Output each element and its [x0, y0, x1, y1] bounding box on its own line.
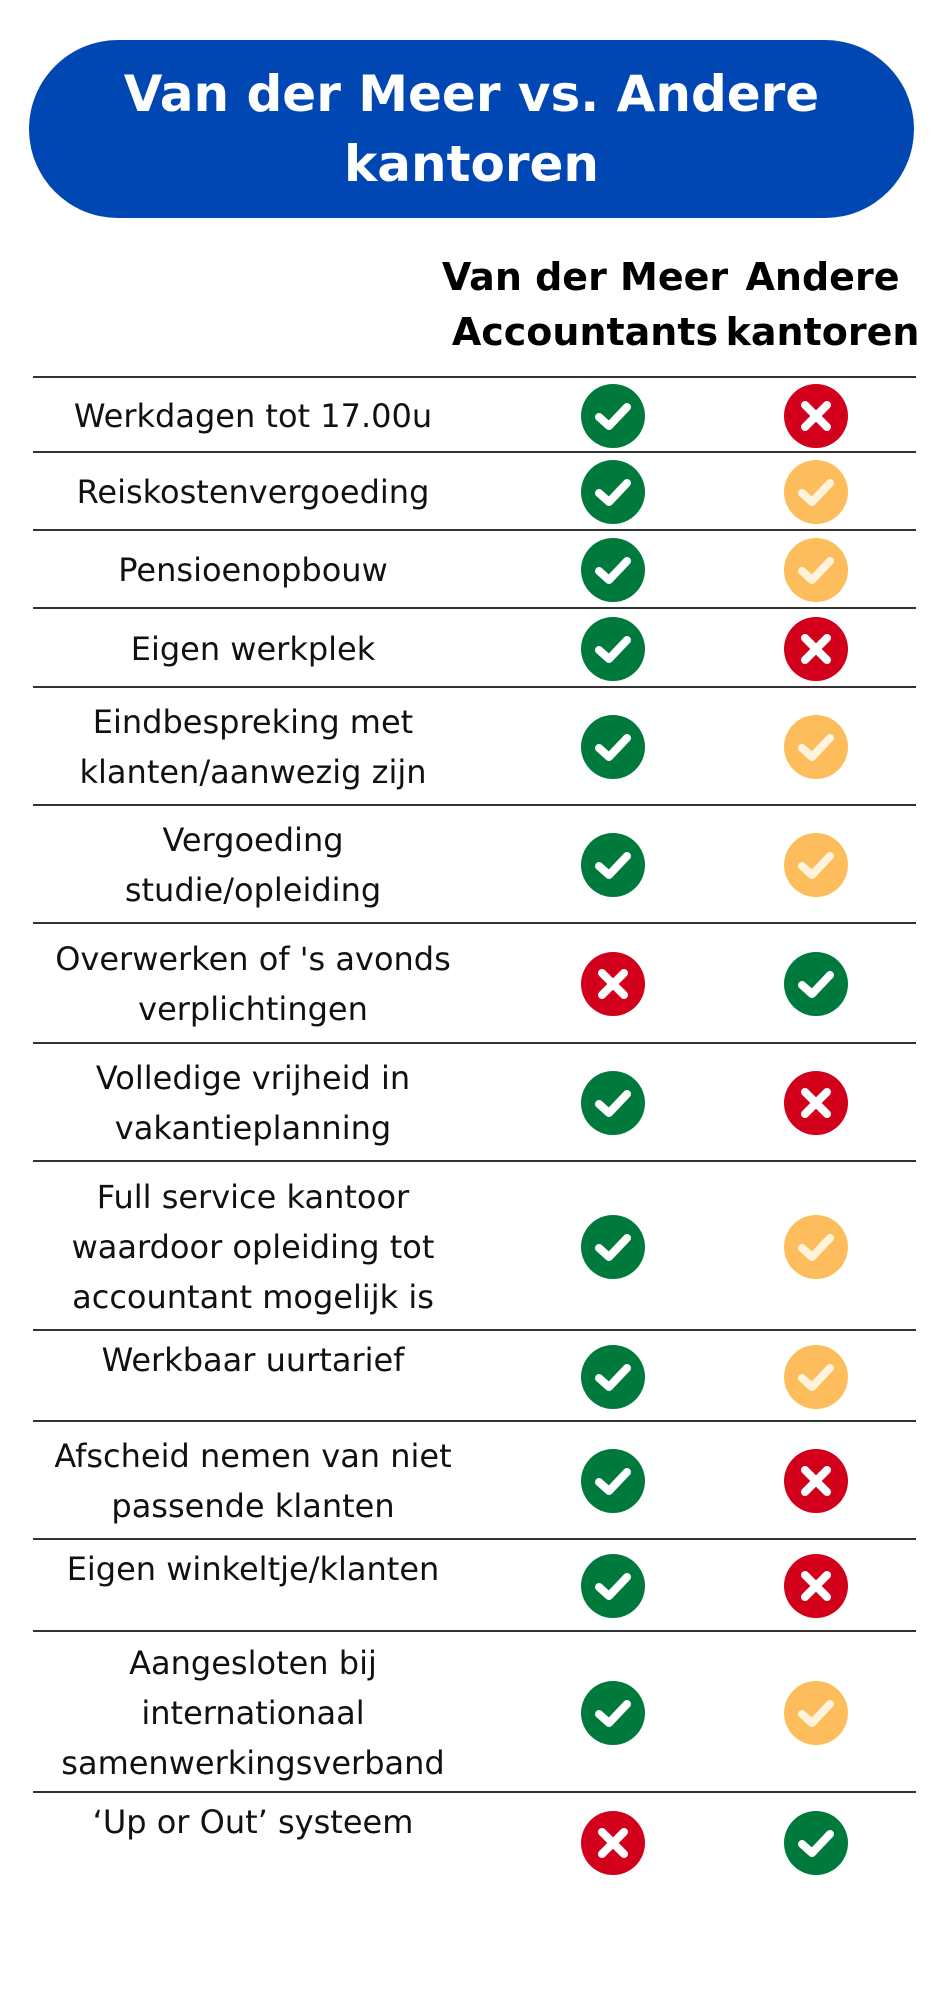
check-icon: [784, 1215, 848, 1279]
row-label: Volledige vrijheid in vakantieplanning: [95, 1059, 411, 1147]
check-icon: [581, 715, 645, 779]
check-icon: [581, 538, 645, 602]
row-label: Werkdagen tot 17.00u: [73, 396, 433, 435]
row-label: Eigen werkplek: [130, 629, 376, 668]
table-row: [33, 453, 916, 531]
check-icon: [581, 1681, 645, 1745]
row-label: Eindbespreking met klanten/aanwezig zijn: [79, 703, 427, 791]
check-icon: [784, 833, 848, 897]
row-label: ‘Up or Out’ systeem: [92, 1803, 414, 1841]
table-row: [33, 1540, 916, 1632]
cross-icon: [784, 384, 848, 448]
check-icon: [581, 833, 645, 897]
table-row: [33, 1793, 916, 1893]
check-icon: [581, 1071, 645, 1135]
check-icon: [581, 1554, 645, 1618]
table-row: [33, 531, 916, 609]
row-label: Overwerken of 's avonds verplichtingen: [55, 940, 451, 1028]
cross-icon: [581, 1811, 645, 1875]
title-banner: [29, 40, 914, 218]
cross-icon: [784, 1071, 848, 1135]
table-row: [33, 806, 916, 924]
row-label: Aangesloten bij internationaal samenwerkingsverband: [61, 1643, 445, 1782]
column-header-andere-kantoren: Andere kantoren: [725, 255, 920, 354]
row-label: Pensioenopbouw: [118, 551, 388, 589]
table-row: [33, 1632, 916, 1793]
check-icon: [784, 1345, 848, 1409]
table-row: [33, 1162, 916, 1331]
check-icon: [784, 538, 848, 602]
check-icon: [784, 460, 848, 524]
row-label: Reiskostenvergoeding: [76, 473, 430, 511]
check-icon: [581, 1449, 645, 1513]
table-row: [33, 1044, 916, 1162]
cross-icon: [581, 952, 645, 1016]
check-icon: [581, 1345, 645, 1409]
cross-icon: [784, 617, 848, 681]
row-label: Eigen winkeltje/klanten: [66, 1550, 440, 1588]
table-row: [33, 378, 916, 453]
table-row: [33, 1331, 916, 1422]
table-row: [33, 688, 916, 806]
table-row: [33, 924, 916, 1044]
check-icon: [784, 952, 848, 1016]
check-icon: [784, 715, 848, 779]
check-icon: [581, 1215, 645, 1279]
check-icon: [581, 460, 645, 524]
column-header-van-der-meer: Van der Meer Accountants: [441, 255, 729, 354]
cross-icon: [784, 1554, 848, 1618]
check-icon: [784, 1811, 848, 1875]
row-label: Vergoeding studie/opleiding: [124, 821, 382, 909]
row-label: Afscheid nemen van niet passende klanten: [54, 1437, 452, 1525]
check-icon: [581, 617, 645, 681]
check-icon: [784, 1681, 848, 1745]
check-icon: [581, 384, 645, 448]
row-label: Werkbaar uurtarief: [101, 1341, 405, 1379]
row-label: Full service kantoor waardoor opleiding tot accountant mogelijk is: [71, 1177, 435, 1316]
table-row: [33, 609, 916, 688]
page-title: Van der Meer vs. Andere kantoren: [123, 65, 820, 193]
cross-icon: [784, 1449, 848, 1513]
table-row: [33, 1422, 916, 1540]
